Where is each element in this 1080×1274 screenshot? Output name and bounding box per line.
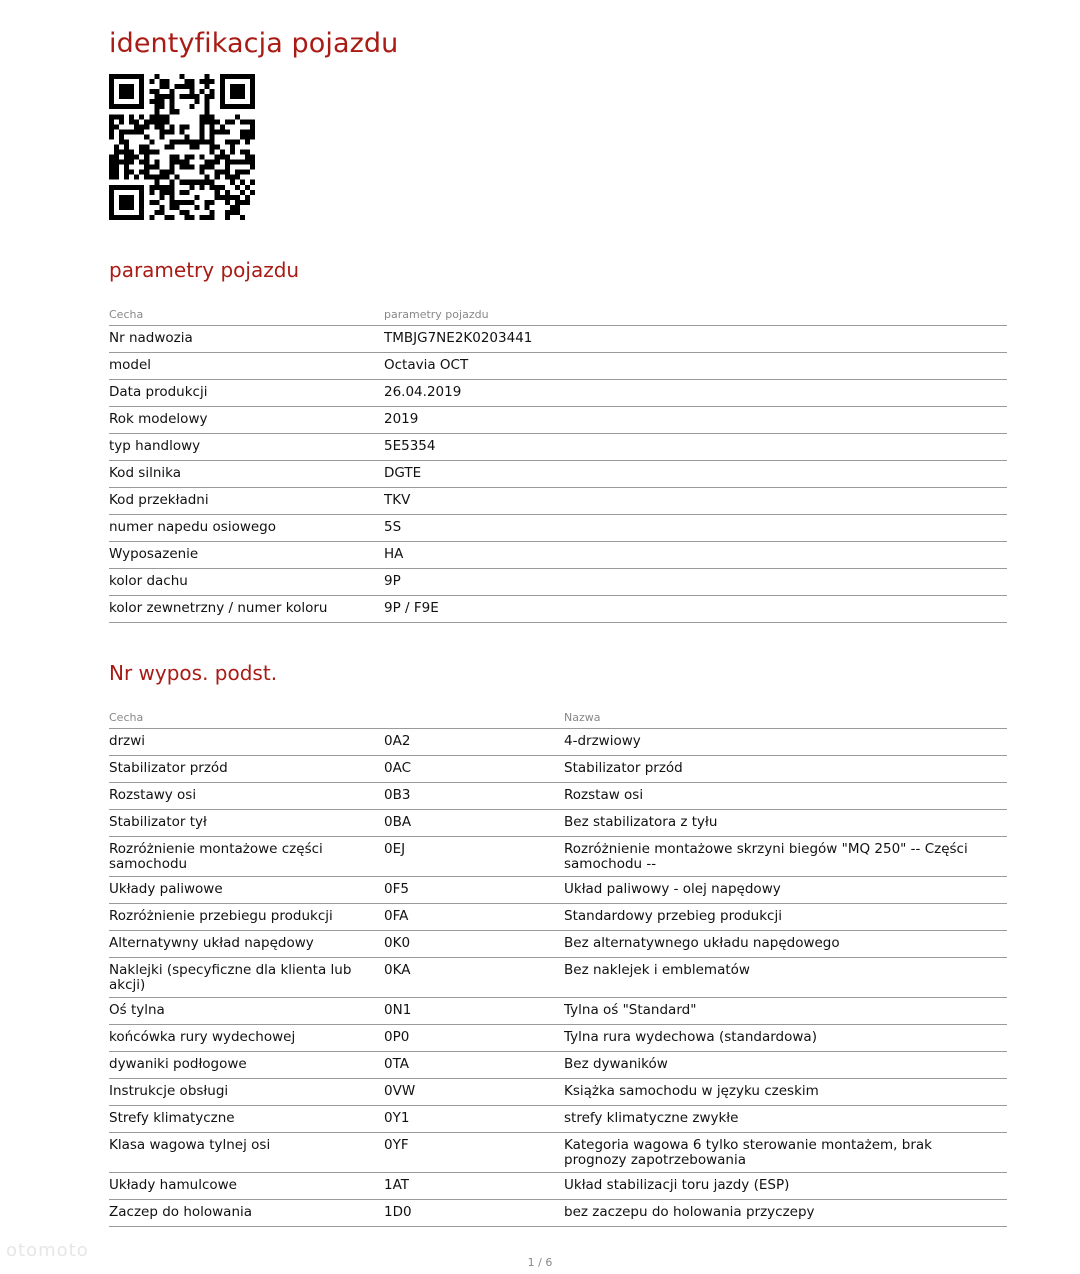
table-cell: model <box>109 353 384 380</box>
section-title-base-equipment: Nr wypos. podst. <box>109 661 278 685</box>
table-cell: 0BA <box>384 810 564 837</box>
table-cell: 0VW <box>384 1079 564 1106</box>
table-cell: 0A2 <box>384 729 564 756</box>
page-number: 1 / 6 <box>527 1256 553 1269</box>
column-header: Cecha <box>109 709 384 729</box>
table-row <box>109 596 1007 623</box>
table-cell: Rozróżnienie montażowe części samochodu <box>109 837 384 877</box>
table-cell: 9P <box>384 569 1007 596</box>
table-row <box>109 515 1007 542</box>
table-row <box>109 958 1007 998</box>
table-cell: Stabilizator przód <box>564 756 1007 783</box>
table-cell: 1D0 <box>384 1200 564 1227</box>
table-row <box>109 380 1007 407</box>
table-row <box>109 756 1007 783</box>
table-cell: 0Y1 <box>384 1106 564 1133</box>
table-cell: Naklejki (specyficzne dla klienta lub akcji) <box>109 958 384 998</box>
table-row <box>109 783 1007 810</box>
table-cell: Układ stabilizacji toru jazdy (ESP) <box>564 1173 1007 1200</box>
table-cell: HA <box>384 542 1007 569</box>
base-equipment-table <box>109 709 1007 1227</box>
table-row <box>109 353 1007 380</box>
table-cell: typ handlowy <box>109 434 384 461</box>
table-cell: TMBJG7NE2K0203441 <box>384 326 1007 353</box>
table-cell: TKV <box>384 488 1007 515</box>
table-cell: Książka samochodu w języku czeskim <box>564 1079 1007 1106</box>
table-cell: Stabilizator przód <box>109 756 384 783</box>
table-cell: Nr nadwozia <box>109 326 384 353</box>
table-cell: numer napedu osiowego <box>109 515 384 542</box>
column-header: parametry pojazdu <box>384 306 1007 326</box>
table-cell: Stabilizator tył <box>109 810 384 837</box>
table-cell: 26.04.2019 <box>384 380 1007 407</box>
table-cell: 0B3 <box>384 783 564 810</box>
table-cell: bez zaczepu do holowania przyczepy <box>564 1200 1007 1227</box>
table-cell: Kod przekładni <box>109 488 384 515</box>
watermark: otomoto <box>6 1240 89 1261</box>
table-cell: Bez naklejek i emblematów <box>564 958 1007 998</box>
table-row <box>109 542 1007 569</box>
table-cell: Octavia OCT <box>384 353 1007 380</box>
table-cell: Klasa wagowa tylnej osi <box>109 1133 384 1173</box>
table-cell: Tylna oś "Standard" <box>564 998 1007 1025</box>
column-header: Cecha <box>109 306 384 326</box>
table-header-row <box>109 306 1007 326</box>
table-cell: 4-drzwiowy <box>564 729 1007 756</box>
table-cell: Tylna rura wydechowa (standardowa) <box>564 1025 1007 1052</box>
table-cell: Data produkcji <box>109 380 384 407</box>
table-cell: 1AT <box>384 1173 564 1200</box>
table-cell: Wyposazenie <box>109 542 384 569</box>
table-cell: Oś tylna <box>109 998 384 1025</box>
table-row <box>109 407 1007 434</box>
table-row <box>109 1173 1007 1200</box>
table-cell: 0EJ <box>384 837 564 877</box>
table-row <box>109 1052 1007 1079</box>
table-row <box>109 837 1007 877</box>
table-cell: 5S <box>384 515 1007 542</box>
table-cell: 0F5 <box>384 877 564 904</box>
table-cell: Standardowy przebieg produkcji <box>564 904 1007 931</box>
table-cell: strefy klimatyczne zwykłe <box>564 1106 1007 1133</box>
table-cell: 9P / F9E <box>384 596 1007 623</box>
table-cell: końcówka rury wydechowej <box>109 1025 384 1052</box>
table-cell: kolor dachu <box>109 569 384 596</box>
table-row <box>109 904 1007 931</box>
table-row <box>109 1079 1007 1106</box>
column-header: Nazwa <box>564 709 1007 729</box>
table-cell: Układy paliwowe <box>109 877 384 904</box>
table-cell: Instrukcje obsługi <box>109 1079 384 1106</box>
table-cell: DGTE <box>384 461 1007 488</box>
table-cell: Kod silnika <box>109 461 384 488</box>
table-cell: 0YF <box>384 1133 564 1173</box>
table-cell: Rozróżnienie przebiegu produkcji <box>109 904 384 931</box>
table-cell: Rozstaw osi <box>564 783 1007 810</box>
table-row <box>109 569 1007 596</box>
table-cell: Rozstawy osi <box>109 783 384 810</box>
table-cell: 0TA <box>384 1052 564 1079</box>
table-cell: 0K0 <box>384 931 564 958</box>
table-row <box>109 434 1007 461</box>
table-row <box>109 729 1007 756</box>
table-cell: Bez dywaników <box>564 1052 1007 1079</box>
table-cell: 0P0 <box>384 1025 564 1052</box>
table-row <box>109 461 1007 488</box>
table-cell: Strefy klimatyczne <box>109 1106 384 1133</box>
table-row <box>109 810 1007 837</box>
table-cell: 0KA <box>384 958 564 998</box>
table-cell: kolor zewnetrzny / numer koloru <box>109 596 384 623</box>
table-row <box>109 1025 1007 1052</box>
table-row <box>109 931 1007 958</box>
page-title: identyfikacja pojazdu <box>109 28 399 59</box>
qr-modules <box>109 74 255 220</box>
table-cell: Układ paliwowy - olej napędowy <box>564 877 1007 904</box>
table-cell: Kategoria wagowa 6 tylko sterowanie montażem, brak prognozy zapotrzebowania <box>564 1133 1007 1173</box>
table-row <box>109 998 1007 1025</box>
section-title-vehicle-parameters: parametry pojazdu <box>109 258 300 282</box>
table-cell: Alternatywny układ napędowy <box>109 931 384 958</box>
table-row <box>109 1200 1007 1227</box>
table-cell: 0AC <box>384 756 564 783</box>
vehicle-parameters-table <box>109 306 1007 623</box>
table-cell: Układy hamulcowe <box>109 1173 384 1200</box>
table-row <box>109 1106 1007 1133</box>
table-row <box>109 877 1007 904</box>
table-cell: drzwi <box>109 729 384 756</box>
table-cell: Bez stabilizatora z tyłu <box>564 810 1007 837</box>
column-header <box>384 709 564 729</box>
table-cell: Rok modelowy <box>109 407 384 434</box>
table-header-row <box>109 709 1007 729</box>
qr-code <box>109 74 255 220</box>
table-row <box>109 326 1007 353</box>
table-cell: 2019 <box>384 407 1007 434</box>
table-row <box>109 488 1007 515</box>
table-row <box>109 1133 1007 1173</box>
table-cell: dywaniki podłogowe <box>109 1052 384 1079</box>
table-cell: 0N1 <box>384 998 564 1025</box>
table-cell: Bez alternatywnego układu napędowego <box>564 931 1007 958</box>
table-cell: 0FA <box>384 904 564 931</box>
table-cell: 5E5354 <box>384 434 1007 461</box>
table-cell: Zaczep do holowania <box>109 1200 384 1227</box>
table-cell: Rozróżnienie montażowe skrzyni biegów "MQ 250" -- Części samochodu -- <box>564 837 1007 877</box>
